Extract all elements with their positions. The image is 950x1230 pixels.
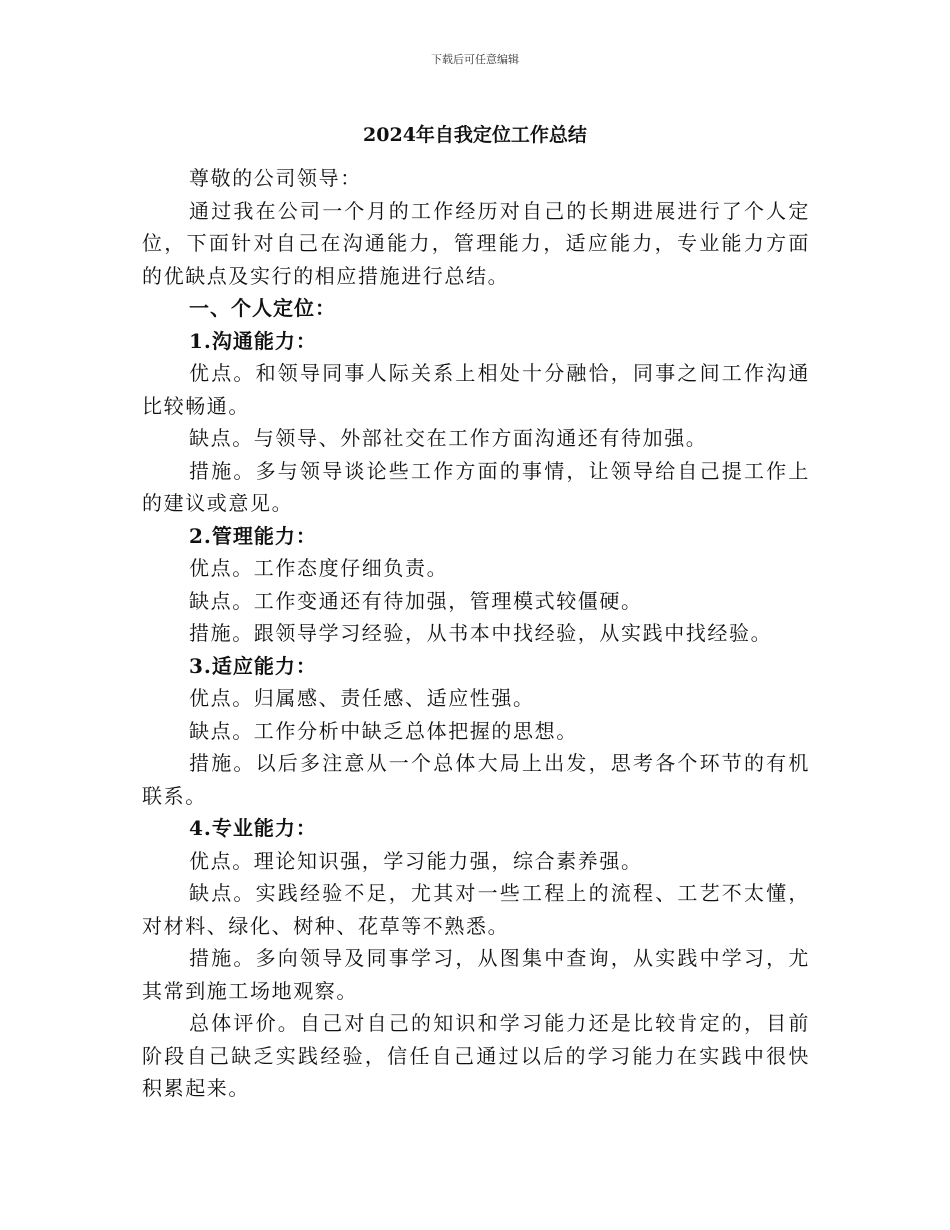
management-strengths: 优点。工作态度仔细负责。 [189,556,449,580]
communication-strengths: 优点。和领导同事人际关系上相处十分融恰，同事之间工作沟通比较畅通。 [142,361,810,418]
adaptability-measures: 措施。以后多注意从一个总体大局上出发，思考各个环节的有机联系。 [142,751,810,808]
subheading-adaptability: 3.适应能力： [189,653,317,678]
intro-paragraph: 通过我在公司一个月的工作经历对自己的长期进展进行了个人定位，下面针对自己在沟通能力，管理能力，适应能力，专业能力方面的优缺点及实行的相应措施进行总结。 [142,198,810,288]
communication-weaknesses: 缺点。与领导、外部社交在工作方面沟通还有待加强。 [189,426,708,450]
professional-weaknesses: 缺点。实践经验不足，尤其对一些工程上的流程、工艺不太懂，对材料、绿化、树种、花草等不熟悉。 [142,881,810,938]
management-weaknesses: 缺点。工作变通还有待加强，管理模式较僵硬。 [189,588,643,613]
subheading-professional: 4.专业能力： [189,816,317,840]
document-title: 2024年自我定位工作总结 [363,124,587,146]
adaptability-strengths: 优点。归属感、责任感、适应性强。 [189,686,535,710]
adaptability-weaknesses: 缺点。工作分析中缺乏总体把握的思想。 [189,718,578,743]
professional-strengths: 优点。理论知识强，学习能力强，综合素养强。 [189,848,643,873]
subheading-communication: 1.沟通能力： [189,328,317,353]
salutation: 尊敬的公司领导： [189,166,362,190]
section-heading-personal-positioning: 一、个人定位： [189,296,336,320]
communication-measures: 措施。多与领导谈论些工作方面的事情，让领导给自己提工作上的建议或意见。 [142,458,810,515]
professional-measures: 措施。多向领导及同事学习，从图集中查询，从实践中学习，尤其常到施工场地观察。 [142,946,810,1003]
subheading-management: 2.管理能力： [189,523,317,548]
page-header-note: 下载后可任意编辑 [431,53,519,66]
document-body [142,162,810,1105]
management-measures: 措施。跟领导学习经验，从书本中找经验，从实践中找经验。 [189,621,773,645]
overall-evaluation: 总体评价。自己对自己的知识和学习能力还是比较肯定的，目前阶段自己缺乏实践经验，信任自己通过以后的学习能力在实践中很快积累起来。 [142,1011,810,1100]
